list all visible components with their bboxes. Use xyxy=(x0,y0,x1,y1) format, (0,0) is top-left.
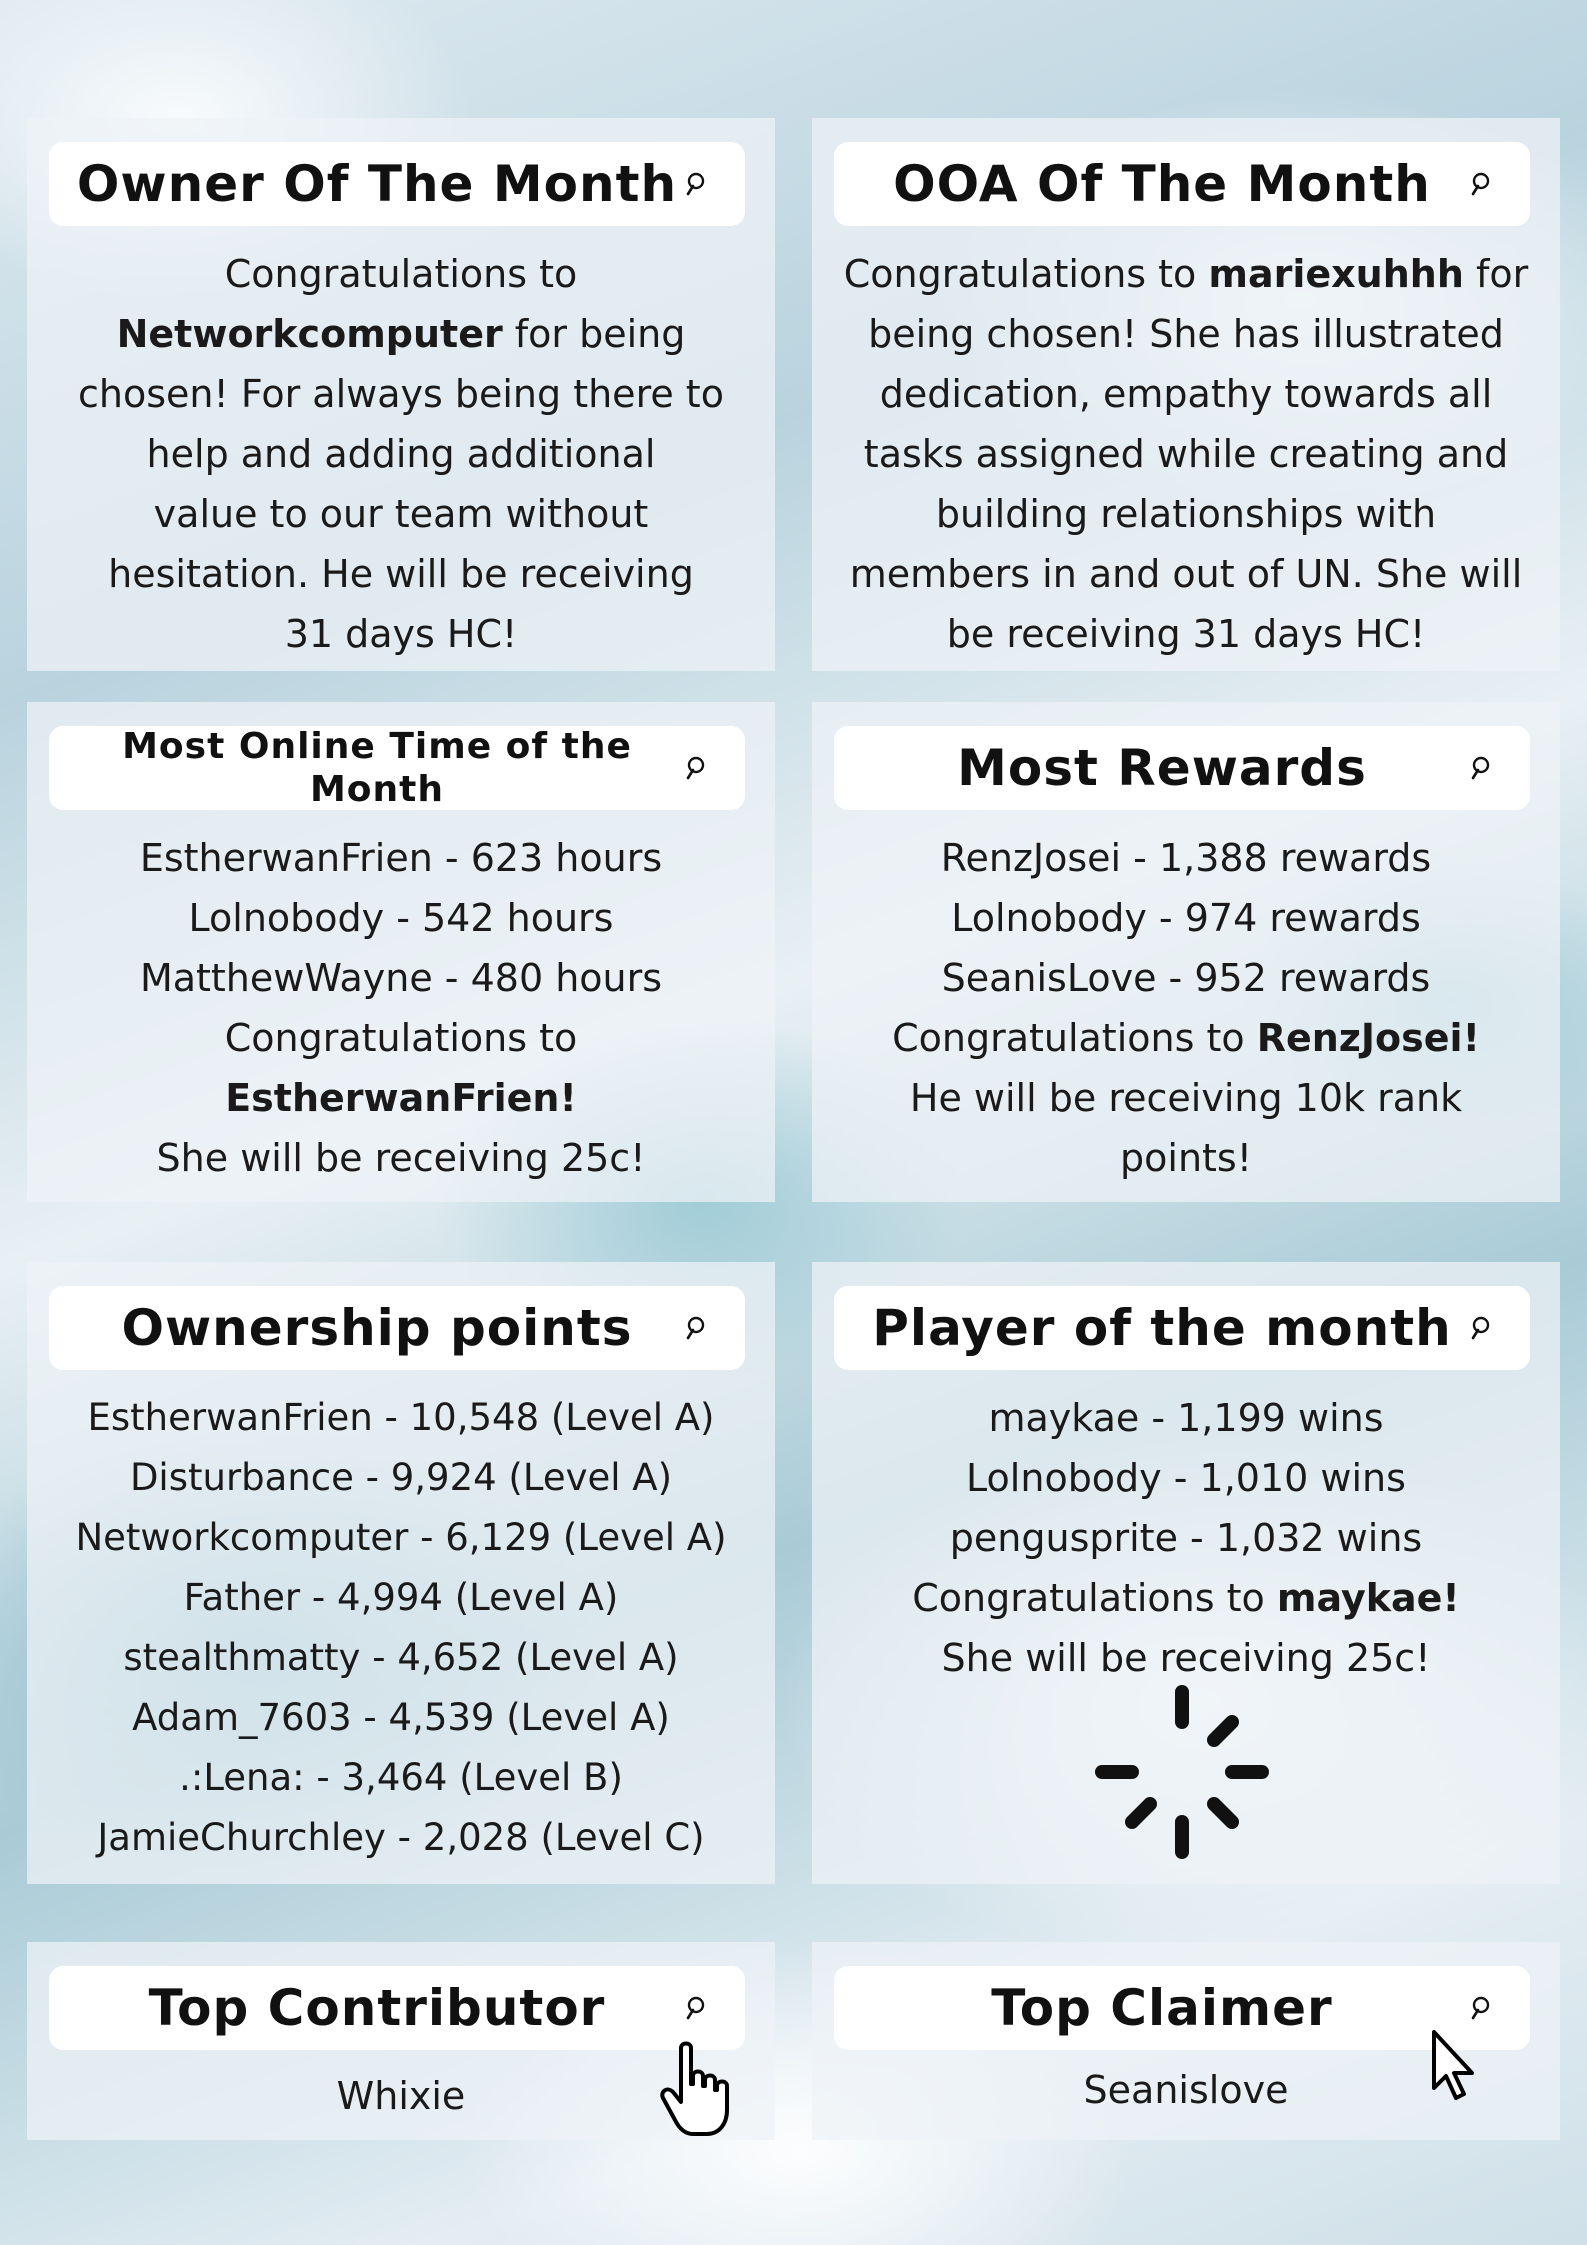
most-online-time-title-bar xyxy=(49,726,745,810)
top-claimer-card xyxy=(812,1942,1560,2140)
player-of-month-title-bar xyxy=(834,1286,1530,1370)
search-icon[interactable] xyxy=(685,171,711,197)
top-contributor-text: Whixie xyxy=(336,2074,466,2118)
top-contributor-card xyxy=(27,1942,775,2140)
most-online-time-text: EstherwanFrien - 623 hours Lolnobody - 542 hours MatthewWayne - 480 hours Congratulations to EstherwanFrien! She will be receiving 25c! xyxy=(139,836,663,1180)
most-rewards-title-bar xyxy=(834,726,1530,810)
ooa-of-month-card xyxy=(812,118,1560,671)
list-item: Father - 4,994 (Level A) xyxy=(183,1576,619,1619)
ownership-points-title-bar xyxy=(49,1286,745,1370)
most-rewards-text: RenzJosei - 1,388 rewards Lolnobody - 974 rewards SeanisLove - 952 rewards Congratulations to RenzJosei! He will be receiving 10k rank points! xyxy=(892,836,1480,1180)
most-online-time-card xyxy=(27,702,775,1202)
most-rewards-card xyxy=(812,702,1560,1202)
arrow-cursor-icon xyxy=(1430,2028,1480,2104)
search-icon[interactable] xyxy=(1470,1315,1496,1341)
search-icon[interactable] xyxy=(685,1995,711,2021)
player-of-month-card xyxy=(812,1262,1560,1884)
list-item: Networkcomputer - 6,129 (Level A) xyxy=(75,1516,727,1559)
search-icon[interactable] xyxy=(1470,171,1496,197)
owner-of-month-text: Congratulations to Networkcomputer for being chosen! For always being there to help and adding additional value to our team without hesitation. He will be receiving 31 days HC! xyxy=(78,252,724,656)
ooa-of-month-title-bar xyxy=(834,142,1530,226)
ownership-points-card xyxy=(27,1262,775,1884)
search-icon[interactable] xyxy=(685,755,711,781)
top-claimer-text: Seanislove xyxy=(1083,2068,1289,2112)
top-contributor-title: Top Contributor xyxy=(148,1979,606,2037)
top-claimer-title: Top Claimer xyxy=(991,1979,1333,2037)
search-icon[interactable] xyxy=(1470,1995,1496,2021)
most-rewards-title: Most Rewards xyxy=(957,739,1367,797)
top-claimer-title-bar xyxy=(834,1966,1530,2050)
hand-pointer-cursor-icon xyxy=(657,2040,737,2140)
list-item: JamieChurchley - 2,028 (Level C) xyxy=(97,1816,705,1859)
owner-of-month-title: Owner Of The Month xyxy=(76,155,678,213)
owner-of-month-card xyxy=(27,118,775,671)
loading-spinner-icon xyxy=(1092,1682,1272,1862)
owner-of-month-title-bar xyxy=(49,142,745,226)
list-item: .:Lena: - 3,464 (Level B) xyxy=(179,1756,623,1799)
ooa-of-month-title: OOA Of The Month xyxy=(893,155,1431,213)
ownership-points-list xyxy=(37,1388,765,1868)
search-icon[interactable] xyxy=(1470,755,1496,781)
list-item: EstherwanFrien - 10,548 (Level A) xyxy=(87,1396,715,1439)
search-icon[interactable] xyxy=(685,1315,711,1341)
ownership-points-title: Ownership points xyxy=(121,1299,633,1357)
ooa-of-month-text: Congratulations to mariexuhhh for being chosen! She has illustrated dedication, empathy towards all tasks assigned while creating and building relationships with members in and out of UN. She will be receiving 31 days HC! xyxy=(843,252,1529,656)
player-of-month-title: Player of the month xyxy=(872,1299,1452,1357)
player-of-month-text: maykae - 1,199 wins Lolnobody - 1,010 wins pengusprite - 1,032 wins Congratulations to maykae! She will be receiving 25c! xyxy=(912,1396,1460,1680)
list-item: Disturbance - 9,924 (Level A) xyxy=(129,1456,673,1499)
list-item: Adam_7603 - 4,539 (Level A) xyxy=(132,1696,670,1739)
list-item: stealthmatty - 4,652 (Level A) xyxy=(123,1636,679,1679)
most-online-time-title: Most Online Time of the Month xyxy=(122,725,632,810)
top-contributor-title-bar xyxy=(49,1966,745,2050)
